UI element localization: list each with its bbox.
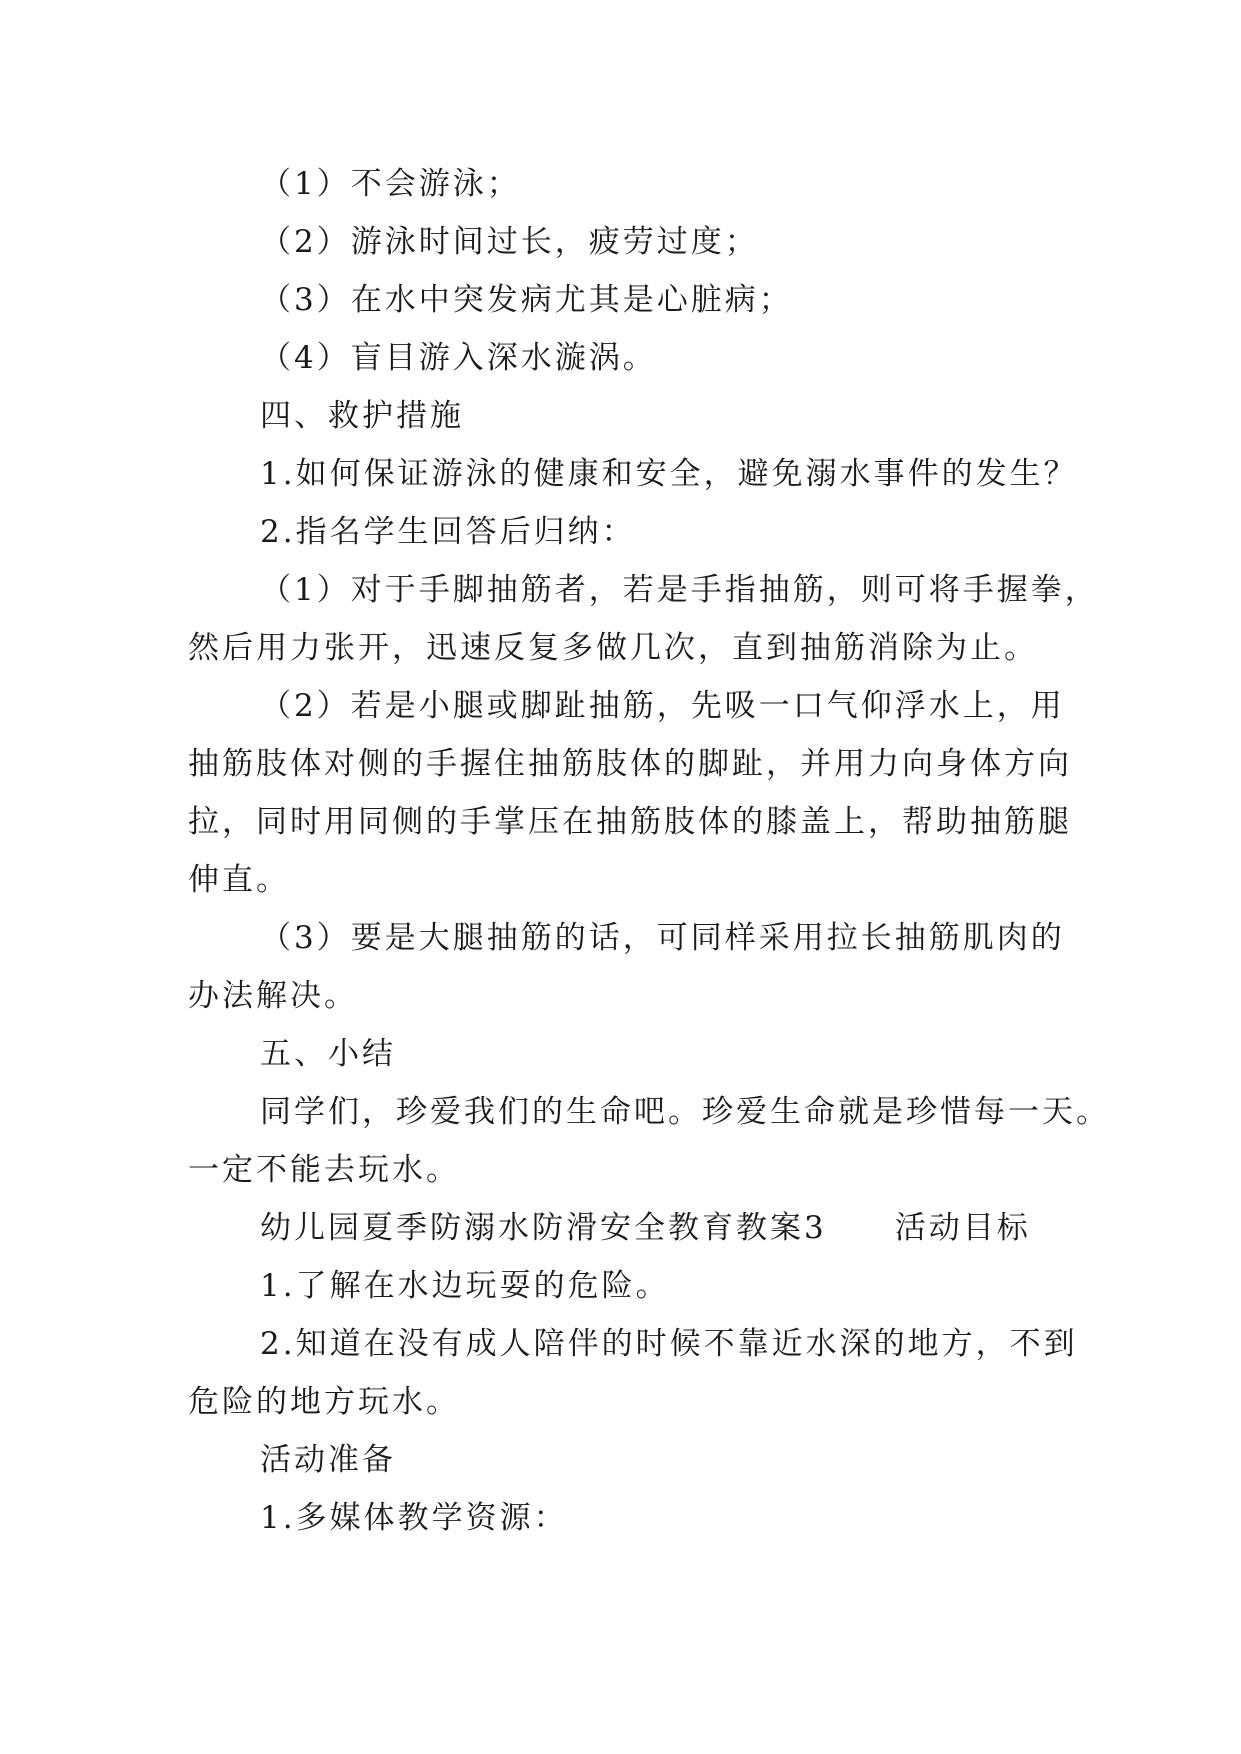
paragraph-line: 危险的地方玩水。	[188, 1384, 460, 1420]
paragraph-line: 同学们，珍爱我们的生命吧。珍爱生命就是珍惜每一天。	[260, 1094, 1110, 1130]
section-heading-rescue: 四、救护措施	[260, 398, 464, 434]
goal-item-2: 2.知道在没有成人陪伴的时候不靠近水深的地方，不到	[260, 1326, 1078, 1362]
list-item-reason-4: （4）盲目游入深水漩涡。	[260, 340, 657, 376]
goal-item-1: 1.了解在水边玩耍的危险。	[260, 1268, 670, 1304]
list-item-reason-1: （1）不会游泳；	[260, 166, 521, 202]
paragraph-line: （1）对于手脚抽筋者，若是手指抽筋，则可将手握拳，	[260, 572, 1099, 608]
section-heading-summary: 五、小结	[260, 1036, 396, 1072]
paragraph-summary-intro: 2.指名学生回答后归纳：	[260, 514, 636, 550]
paragraph-line: 抽筋肢体对侧的手握住抽筋肢体的脚趾，并用力向身体方向	[188, 746, 1072, 782]
lesson-title: 幼儿园夏季防溺水防滑安全教育教案3 活动目标	[260, 1210, 1031, 1246]
paragraph-line: 然后用力张开，迅速反复多做几次，直到抽筋消除为止。	[188, 630, 1038, 666]
preparation-item-1: 1.多媒体教学资源：	[260, 1500, 568, 1536]
list-item-reason-2: （2）游泳时间过长，疲劳过度；	[260, 224, 759, 260]
paragraph-question: 1.如何保证游泳的健康和安全，避免溺水事件的发生？	[260, 456, 1078, 492]
paragraph-line: （2）若是小腿或脚趾抽筋，先吸一口气仰浮水上，用	[260, 688, 1065, 724]
list-item-reason-3: （3）在水中突发病尤其是心脏病；	[260, 282, 793, 318]
section-heading-preparation: 活动准备	[260, 1442, 396, 1478]
paragraph-line: 伸直。	[188, 862, 290, 898]
paragraph-line: 一定不能去玩水。	[188, 1152, 460, 1188]
paragraph-line: （3）要是大腿抽筋的话，可同样采用拉长抽筋肌肉的	[260, 920, 1065, 956]
paragraph-line: 拉，同时用同侧的手掌压在抽筋肢体的膝盖上，帮助抽筋腿	[188, 804, 1072, 840]
paragraph-line: 办法解决。	[188, 978, 358, 1014]
